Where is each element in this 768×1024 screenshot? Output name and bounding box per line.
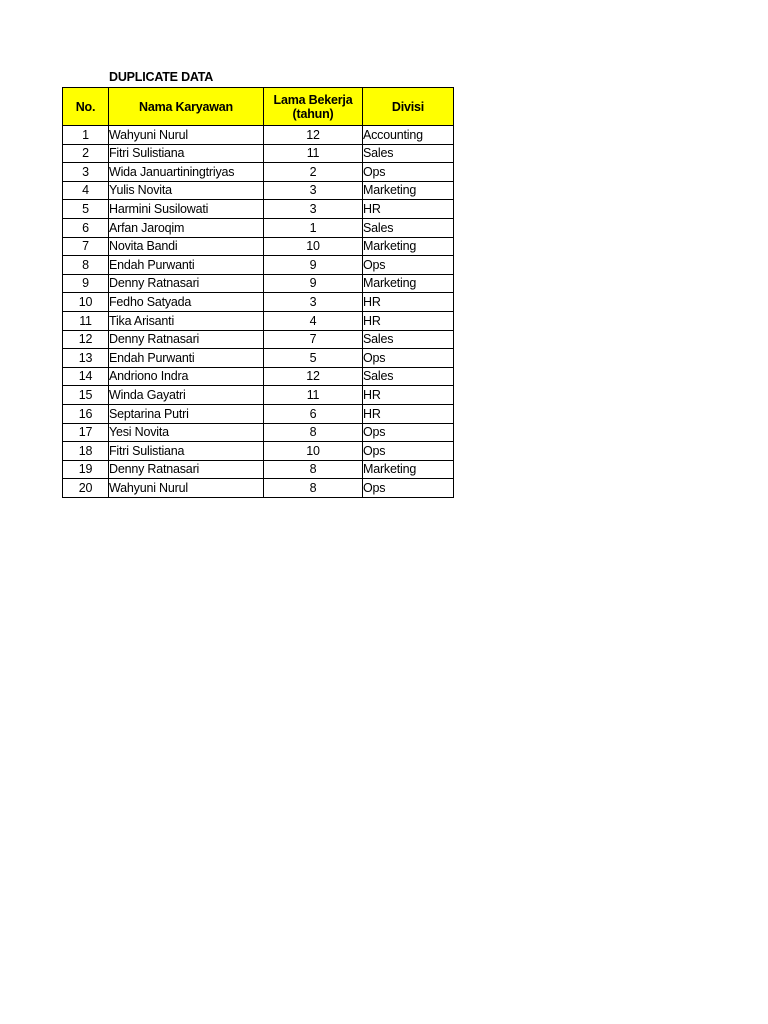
table-row <box>63 126 454 145</box>
cell-name[interactable]: Endah Purwanti <box>109 256 264 275</box>
cell-years[interactable]: 3 <box>264 181 363 200</box>
cell-years[interactable]: 1 <box>264 218 363 237</box>
employee-table <box>62 87 454 498</box>
cell-division[interactable]: Marketing <box>363 181 454 200</box>
cell-years[interactable]: 8 <box>264 479 363 498</box>
cell-years[interactable]: 10 <box>264 442 363 461</box>
table-row <box>63 181 454 200</box>
cell-name[interactable]: Fedho Satyada <box>109 293 264 312</box>
cell-name[interactable]: Denny Ratnasari <box>109 460 264 479</box>
table-row <box>63 460 454 479</box>
cell-name[interactable]: Yulis Novita <box>109 181 264 200</box>
cell-name[interactable]: Wahyuni Nurul <box>109 479 264 498</box>
table-row <box>63 144 454 163</box>
cell-no[interactable]: 5 <box>63 200 109 219</box>
cell-division[interactable]: Sales <box>363 367 454 386</box>
table-row <box>63 200 454 219</box>
cell-no[interactable]: 10 <box>63 293 109 312</box>
cell-no[interactable]: 2 <box>63 144 109 163</box>
cell-division[interactable]: Sales <box>363 218 454 237</box>
cell-name[interactable]: Fitri Sulistiana <box>109 442 264 461</box>
cell-name[interactable]: Harmini Susilowati <box>109 200 264 219</box>
table-row <box>63 256 454 275</box>
cell-division[interactable]: Ops <box>363 163 454 182</box>
table-row <box>63 442 454 461</box>
table-body <box>63 126 454 498</box>
cell-years[interactable]: 7 <box>264 330 363 349</box>
cell-years[interactable]: 11 <box>264 386 363 405</box>
cell-name[interactable]: Novita Bandi <box>109 237 264 256</box>
cell-division[interactable]: Ops <box>363 423 454 442</box>
cell-division[interactable]: HR <box>363 386 454 405</box>
cell-name[interactable]: Tika Arisanti <box>109 311 264 330</box>
cell-division[interactable]: HR <box>363 200 454 219</box>
cell-name[interactable]: Septarina Putri <box>109 404 264 423</box>
table-row <box>63 330 454 349</box>
cell-name[interactable]: Fitri Sulistiana <box>109 144 264 163</box>
cell-no[interactable]: 14 <box>63 367 109 386</box>
cell-division[interactable]: Ops <box>363 349 454 368</box>
cell-name[interactable]: Andriono Indra <box>109 367 264 386</box>
cell-division[interactable]: HR <box>363 293 454 312</box>
cell-division[interactable]: Sales <box>363 330 454 349</box>
header-years-line1: Lama Bekerja <box>273 92 353 107</box>
cell-no[interactable]: 6 <box>63 218 109 237</box>
cell-no[interactable]: 12 <box>63 330 109 349</box>
cell-years[interactable]: 10 <box>264 237 363 256</box>
sheet-title: DUPLICATE DATA <box>109 70 214 84</box>
header-years-line2: (tahun) <box>292 106 334 121</box>
cell-division[interactable]: Marketing <box>363 460 454 479</box>
cell-years[interactable]: 8 <box>264 423 363 442</box>
header-name[interactable]: Nama Karyawan <box>109 88 264 126</box>
cell-years[interactable]: 11 <box>264 144 363 163</box>
cell-years[interactable]: 9 <box>264 256 363 275</box>
cell-years[interactable]: 8 <box>264 460 363 479</box>
cell-name[interactable]: Endah Purwanti <box>109 349 264 368</box>
cell-years[interactable]: 12 <box>264 367 363 386</box>
cell-years[interactable]: 3 <box>264 293 363 312</box>
cell-years[interactable]: 6 <box>264 404 363 423</box>
cell-name[interactable]: Wida Januartiningtriyas <box>109 163 264 182</box>
table-header-row <box>63 88 454 126</box>
header-years[interactable] <box>264 88 363 126</box>
cell-division[interactable]: Sales <box>363 144 454 163</box>
header-no[interactable]: No. <box>63 88 109 126</box>
cell-no[interactable]: 13 <box>63 349 109 368</box>
cell-years[interactable]: 12 <box>264 126 363 145</box>
cell-no[interactable]: 16 <box>63 404 109 423</box>
cell-division[interactable]: HR <box>363 404 454 423</box>
cell-no[interactable]: 20 <box>63 479 109 498</box>
cell-no[interactable]: 3 <box>63 163 109 182</box>
table-row <box>63 311 454 330</box>
cell-name[interactable]: Wahyuni Nurul <box>109 126 264 145</box>
cell-name[interactable]: Arfan Jaroqim <box>109 218 264 237</box>
table-row <box>63 479 454 498</box>
cell-no[interactable]: 15 <box>63 386 109 405</box>
cell-division[interactable]: Ops <box>363 256 454 275</box>
cell-no[interactable]: 7 <box>63 237 109 256</box>
table-row <box>63 293 454 312</box>
cell-division[interactable]: Marketing <box>363 274 454 293</box>
cell-name[interactable]: Denny Ratnasari <box>109 330 264 349</box>
header-division[interactable]: Divisi <box>363 88 454 126</box>
table-row <box>63 163 454 182</box>
cell-division[interactable]: Accounting <box>363 126 454 145</box>
cell-no[interactable]: 8 <box>63 256 109 275</box>
cell-no[interactable]: 11 <box>63 311 109 330</box>
table-row <box>63 386 454 405</box>
table-row <box>63 367 454 386</box>
table-row <box>63 423 454 442</box>
cell-no[interactable]: 1 <box>63 126 109 145</box>
cell-no[interactable]: 9 <box>63 274 109 293</box>
table-row <box>63 274 454 293</box>
cell-no[interactable]: 19 <box>63 460 109 479</box>
table-row <box>63 218 454 237</box>
table-row <box>63 237 454 256</box>
cell-years[interactable]: 4 <box>264 311 363 330</box>
cell-division[interactable]: HR <box>363 311 454 330</box>
cell-years[interactable]: 3 <box>264 200 363 219</box>
cell-years[interactable]: 5 <box>264 349 363 368</box>
cell-years[interactable]: 9 <box>264 274 363 293</box>
cell-name[interactable]: Yesi Novita <box>109 423 264 442</box>
cell-name[interactable]: Winda Gayatri <box>109 386 264 405</box>
cell-no[interactable]: 18 <box>63 442 109 461</box>
table-row <box>63 349 454 368</box>
cell-no[interactable]: 17 <box>63 423 109 442</box>
cell-division[interactable]: Marketing <box>363 237 454 256</box>
cell-years[interactable]: 2 <box>264 163 363 182</box>
cell-division[interactable]: Ops <box>363 479 454 498</box>
table-row <box>63 404 454 423</box>
cell-division[interactable]: Ops <box>363 442 454 461</box>
cell-name[interactable]: Denny Ratnasari <box>109 274 264 293</box>
cell-no[interactable]: 4 <box>63 181 109 200</box>
